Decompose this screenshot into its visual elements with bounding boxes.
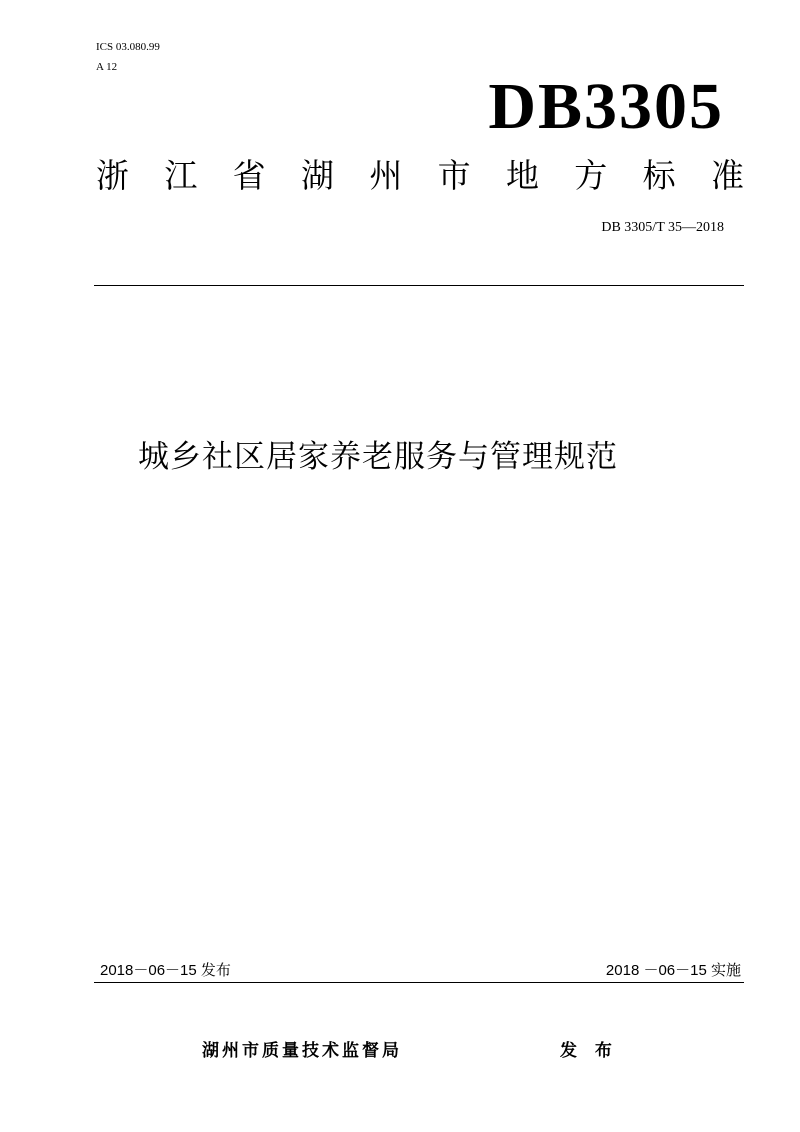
standard-number: DB 3305/T 35—2018 [601,220,724,235]
document-title: 城乡社区居家养老服务与管理规范 [138,439,618,475]
standard-type-char: 江 [164,156,198,195]
publish-date: 2018－06－15 发布 [100,962,231,979]
standard-type-char: 州 [369,156,403,195]
standard-type-char: 准 [710,156,744,195]
ics-code: ICS 03.080.99 [96,41,160,53]
footer-divider [94,982,744,983]
standard-type-char: 浙 [96,156,129,195]
standard-type-char: 标 [642,156,676,195]
standard-type-char: 方 [574,156,608,195]
issuing-authority: 湖州市质量技术监督局 [202,1041,402,1061]
standard-code: DB3305 [488,70,724,143]
implement-date: 2018 －06－15 实施 [605,962,741,979]
standard-type-heading [96,152,744,200]
standard-type-char: 市 [437,156,471,195]
classification-code: A 12 [96,61,118,73]
issue-label: 发 布 [560,1041,618,1061]
standard-type-char: 省 [232,156,266,195]
standard-type-char: 地 [505,156,539,195]
header-divider [94,285,744,286]
standard-type-char: 湖 [300,156,334,195]
